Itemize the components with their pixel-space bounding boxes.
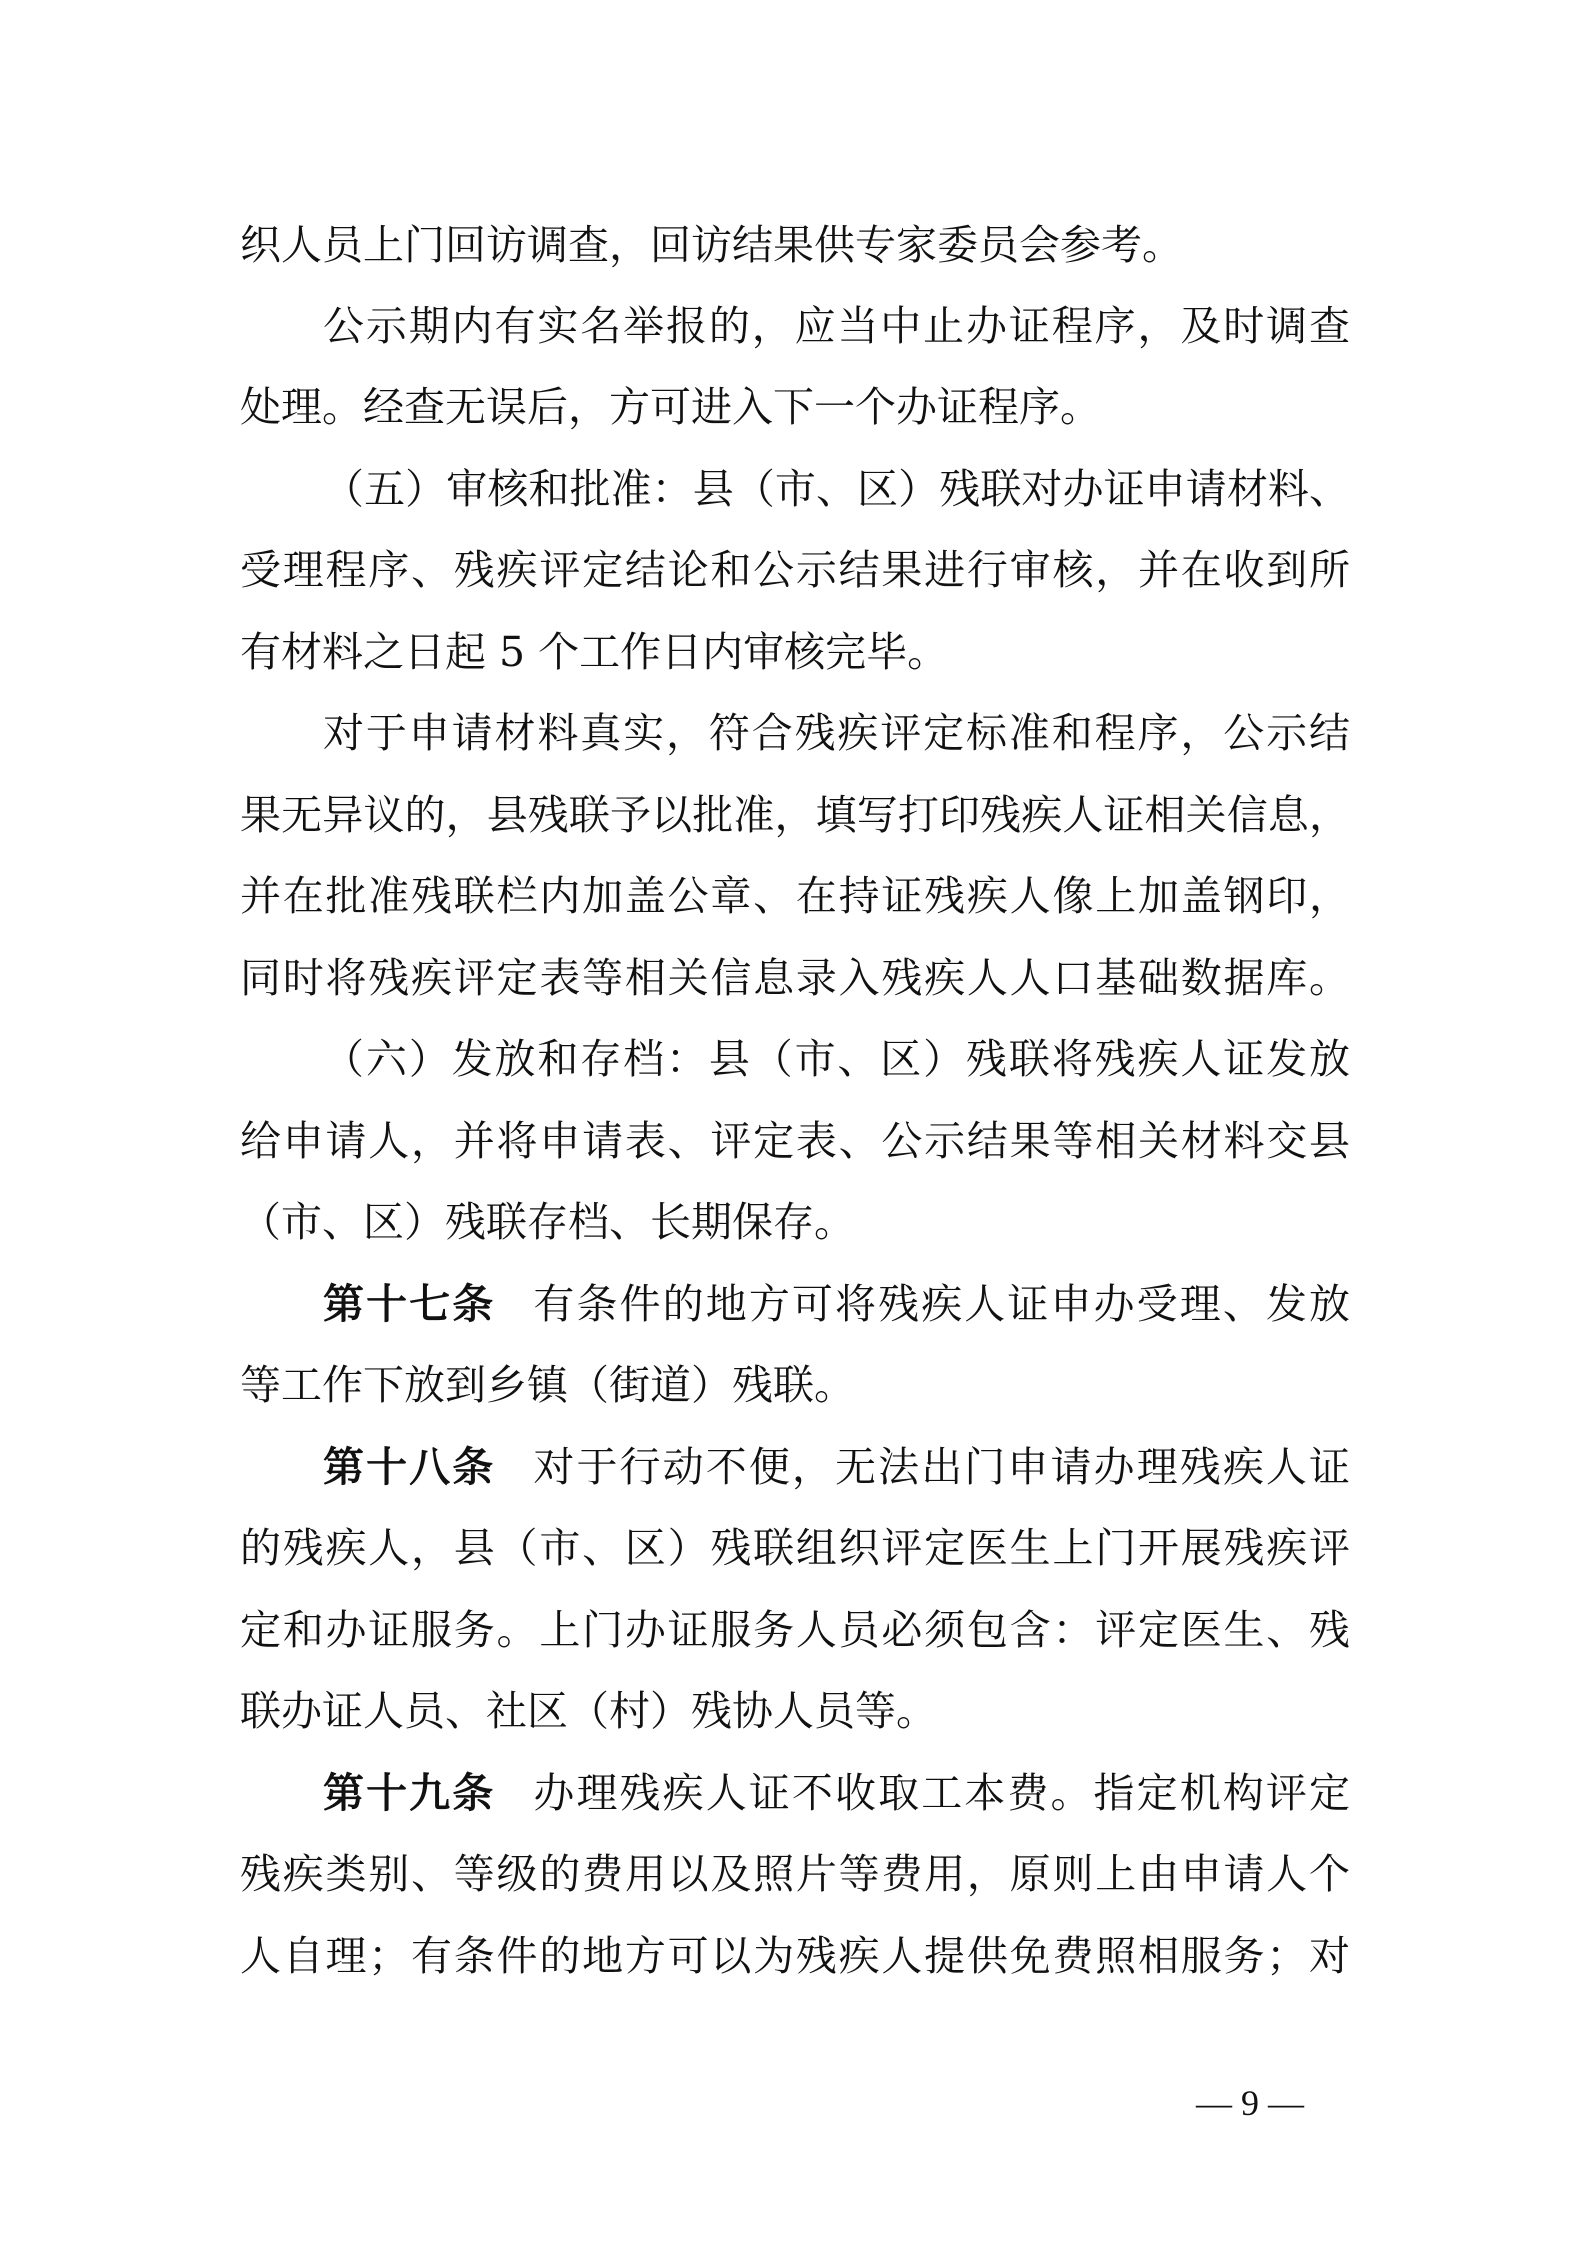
text-line: 同时将残疾评定表等相关信息录入残疾人人口基础数据库。	[240, 954, 1350, 1002]
text-line: 残疾类别、等级的费用以及照片等费用，原则上由申请人个	[240, 1850, 1350, 1898]
text-line: 等工作下放到乡镇（街道）残联。	[240, 1361, 855, 1409]
article-18-heading: 第十八条	[323, 1443, 496, 1491]
text-line: （市、区）残联存档、长期保存。	[240, 1198, 855, 1246]
text-line: 处理。经查无误后，方可进入下一个办证程序。	[240, 383, 1101, 431]
article-18-line	[323, 1427, 1350, 1507]
article-18-text: 对于行动不便，无法出门申请办理残疾人证	[533, 1443, 1351, 1491]
text-line: 的残疾人，县（市、区）残联组织评定医生上门开展残疾评	[240, 1524, 1350, 1572]
text-line: 人自理；有条件的地方可以为残疾人提供免费照相服务；对	[240, 1932, 1350, 1980]
text-line: （六）发放和存档：县（市、区）残联将残疾人证发放	[323, 1035, 1350, 1083]
text-line: 定和办证服务。上门办证服务人员必须包含：评定医生、残	[240, 1606, 1350, 1654]
article-17-text: 有条件的地方可将残疾人证申办受理、发放	[533, 1280, 1351, 1328]
article-17-line	[323, 1264, 1350, 1344]
text-line: 公示期内有实名举报的，应当中止办证程序，及时调查	[323, 302, 1350, 350]
page-number: — 9 —	[1196, 2083, 1304, 2123]
article-19-text: 办理残疾人证不收取工本费。指定机构评定	[533, 1769, 1351, 1817]
text-line: 果无异议的，县残联予以批准，填写打印残疾人证相关信息，	[240, 791, 1350, 839]
text-line: 受理程序、残疾评定结论和公示结果进行审核，并在收到所	[240, 546, 1350, 594]
article-19-heading: 第十九条	[323, 1769, 496, 1817]
article-17-heading: 第十七条	[323, 1280, 496, 1328]
text-line: （五）审核和批准：县（市、区）残联对办证申请材料、	[323, 465, 1350, 513]
article-19-line	[323, 1753, 1350, 1833]
text-line: 织人员上门回访调查，回访结果供专家委员会参考。	[240, 221, 1183, 269]
text-line: 给申请人，并将申请表、评定表、公示结果等相关材料交县	[240, 1117, 1350, 1165]
text-line: 联办证人员、社区（村）残协人员等。	[240, 1687, 937, 1735]
text-line: 并在批准残联栏内加盖公章、在持证残疾人像上加盖钢印，	[240, 872, 1350, 920]
text-line: 有材料之日起 5 个工作日内审核完毕。	[240, 628, 949, 676]
text-line: 对于申请材料真实，符合残疾评定标准和程序，公示结	[323, 709, 1350, 757]
